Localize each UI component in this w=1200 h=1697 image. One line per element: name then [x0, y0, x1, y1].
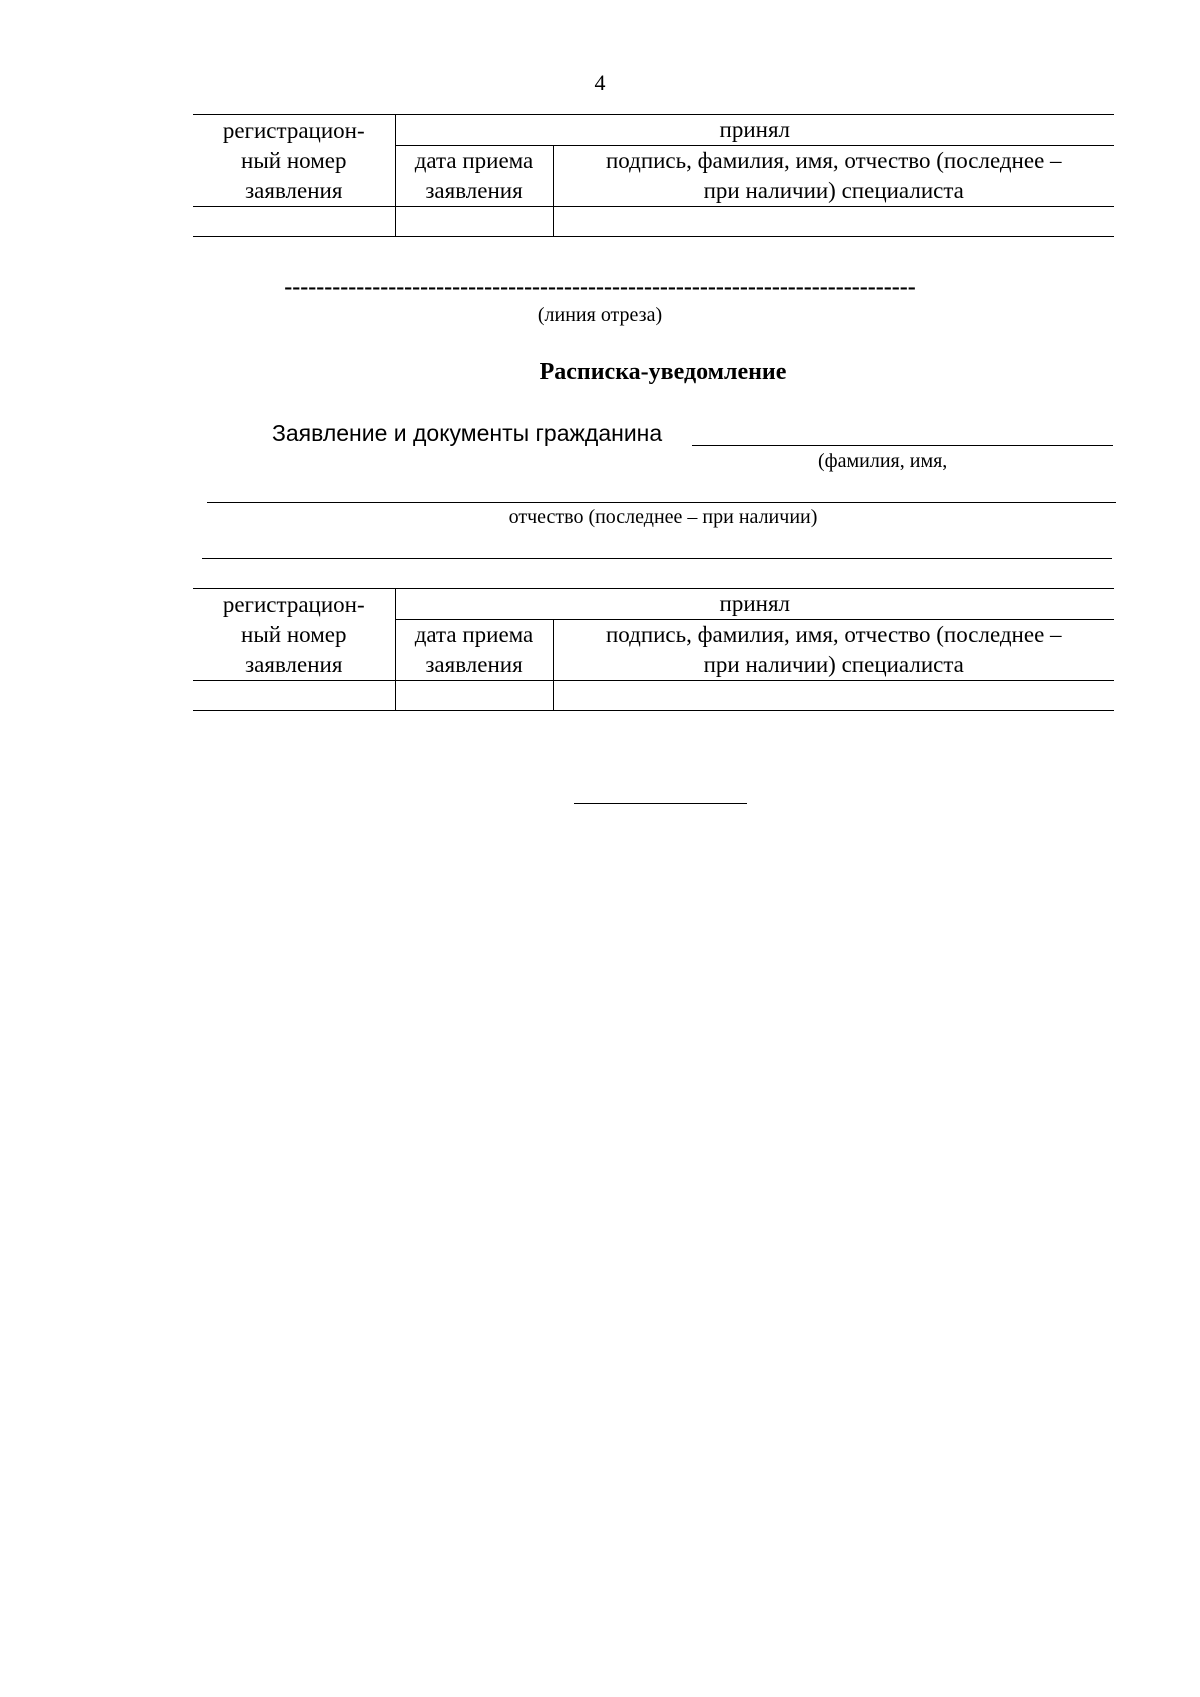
cell-registration-number[interactable] [193, 681, 395, 711]
registration-table-top [193, 114, 1114, 237]
header-accepted: принял [395, 589, 1114, 620]
header-receipt-date: дата приема заявления [395, 146, 553, 207]
receipt-title: Расписка-уведомление [539, 359, 787, 385]
header-registration-number: регистрацион- ный номер заявления [193, 589, 395, 681]
citizen-name-field[interactable] [692, 445, 1113, 446]
header-registration-number: регистрацион- ный номер заявления [193, 115, 395, 207]
header-specialist-signature: подпись, фамилия, имя, отчество (последнее – при наличии) специалиста [553, 620, 1114, 681]
citizen-patronymic-field[interactable] [207, 502, 1116, 503]
cut-line-caption: (линия отреза) [537, 304, 663, 326]
end-of-document-line [574, 803, 747, 804]
additional-blank-line[interactable] [202, 558, 1112, 559]
statement-prefix: Заявление и документы гражданина [272, 420, 663, 446]
header-receipt-date: дата приема заявления [395, 620, 553, 681]
cell-receipt-date[interactable] [395, 681, 553, 711]
page-number: 4 [594, 70, 606, 95]
cut-line: ------------------------------------------------------------------------------- [284, 274, 916, 300]
citizen-patronymic-caption: отчество (последнее – при наличии) [508, 506, 818, 528]
cell-registration-number[interactable] [193, 207, 395, 237]
citizen-name-caption: (фамилия, имя, [818, 450, 948, 472]
header-specialist-signature: подпись, фамилия, имя, отчество (последнее – при наличии) специалиста [553, 146, 1114, 207]
cell-specialist-signature[interactable] [553, 207, 1114, 237]
cell-receipt-date[interactable] [395, 207, 553, 237]
header-accepted: принял [395, 115, 1114, 146]
registration-table-bottom [193, 588, 1114, 711]
cell-specialist-signature[interactable] [553, 681, 1114, 711]
